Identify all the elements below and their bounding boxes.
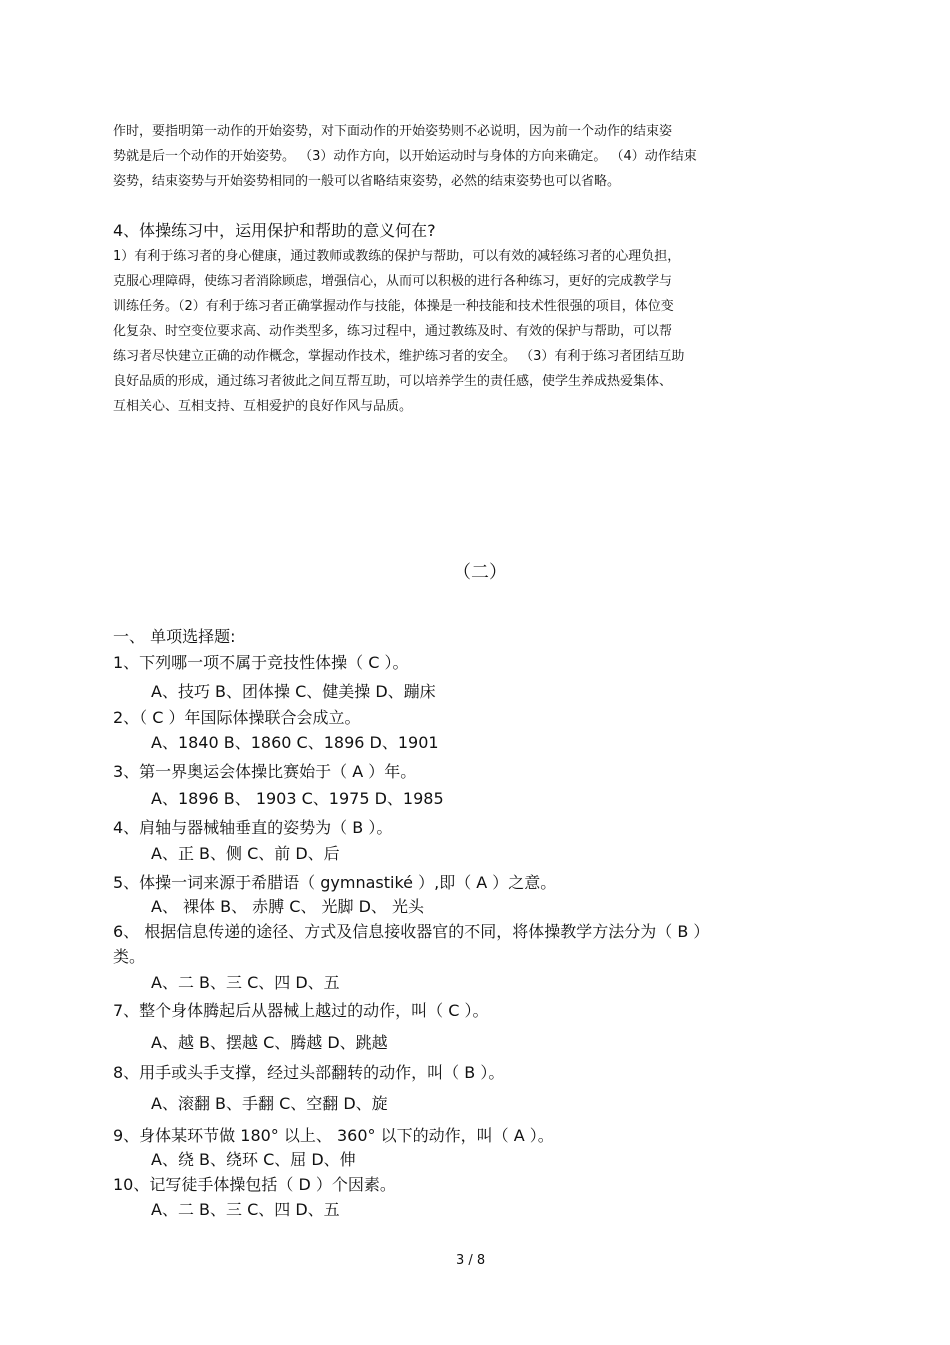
part-title: 一、 单项选择题: [113,627,236,646]
question-2-stem: 2、（ C ）年国际体操联合会成立。 [113,708,361,727]
q4-line-2: 克服心理障碍，使练习者消除顾虑，增强信心，从而可以积极的进行各种练习，更好的完成教学与 [113,274,673,289]
question-6-stem-continued: 类。 [113,947,146,966]
question-10-options: A、二 B、三 C、四 D、五 [151,1200,340,1219]
question-5-stem: 5、体操一词来源于希腊语（ gymnastiké ）,即（ A ）之意。 [113,873,557,892]
q4-line-4: 化复杂、时空变位要求高、动作类型多，练习过程中，通过教练及时、有效的保护与帮助，可以帮 [113,324,673,339]
question-9-options: A、绕 B、绕环 C、屈 D、伸 [151,1150,356,1169]
question-6-options: A、二 B、三 C、四 D、五 [151,973,340,992]
intro-line-2: 势就是后一个动作的开始姿势。 （3）动作方向，以开始运动时与身体的方向来确定。 （4）动作结束 [113,149,697,164]
q4-line-3: 训练任务。（2）有利于练习者正确掌握动作与技能，体操是一种技能和技术性很强的项目，体位变 [113,299,674,314]
page-number: 3 / 8 [456,1253,486,1268]
q4-line-6: 良好品质的形成，通过练习者彼此之间互帮互助，可以培养学生的责任感，使学生养成热爱集体、 [113,374,673,389]
question-8-options: A、滚翻 B、手翻 C、空翻 D、旋 [151,1094,388,1113]
section-title: （二） [453,562,507,583]
q4-title: 4、体操练习中，运用保护和帮助的意义何在? [113,221,436,240]
intro-line-1: 作时，要指明第一动作的开始姿势，对下面动作的开始姿势则不必说明，因为前一个动作的结束姿 [113,124,673,139]
q4-line-5: 练习者尽快建立正确的动作概念，掌握动作技术，维护练习者的安全。 （3）有利于练习者团结互助 [113,349,685,364]
question-1-options: A、技巧 B、团体操 C、健美操 D、蹦床 [151,682,436,701]
question-7-options: A、越 B、摆越 C、腾越 D、跳越 [151,1033,388,1052]
q4-line-1: 1）有利于练习者的身心健康，通过教师或教练的保护与帮助，可以有效的减轻练习者的心理负担， [113,249,681,264]
question-4-stem: 4、肩轴与器械轴垂直的姿势为（ B ）。 [113,818,393,837]
question-4-options: A、正 B、侧 C、前 D、后 [151,844,340,863]
q4-line-7: 互相关心、互相支持、互相爱护的良好作风与品质。 [113,399,413,414]
question-5-options: A、 裸体 B、 赤膊 C、 光脚 D、 光头 [151,897,425,916]
question-3-stem: 3、第一界奥运会体操比赛始于（ A ）年。 [113,762,417,781]
question-10-stem: 10、记写徒手体操包括（ D ）个因素。 [113,1175,396,1194]
question-3-options: A、1896 B、 1903 C、1975 D、1985 [151,789,444,808]
question-7-stem: 7、整个身体腾起后从器械上越过的动作，叫（ C ）。 [113,1001,489,1020]
question-1-stem: 1、下列哪一项不属于竞技性体操（ C ）。 [113,653,409,672]
question-6-stem: 6、 根据信息传递的途径、方式及信息接收器官的不同，将体操教学方法分为（ B ） [113,922,710,941]
question-9-stem: 9、身体某环节做 180° 以上、 360° 以下的动作，叫（ A ）。 [113,1126,554,1145]
question-8-stem: 8、用手或头手支撑，经过头部翻转的动作，叫（ B ）。 [113,1063,505,1082]
intro-line-3: 姿势，结束姿势与开始姿势相同的一般可以省略结束姿势，必然的结束姿势也可以省略。 [113,174,621,189]
question-2-options: A、1840 B、1860 C、1896 D、1901 [151,733,439,752]
